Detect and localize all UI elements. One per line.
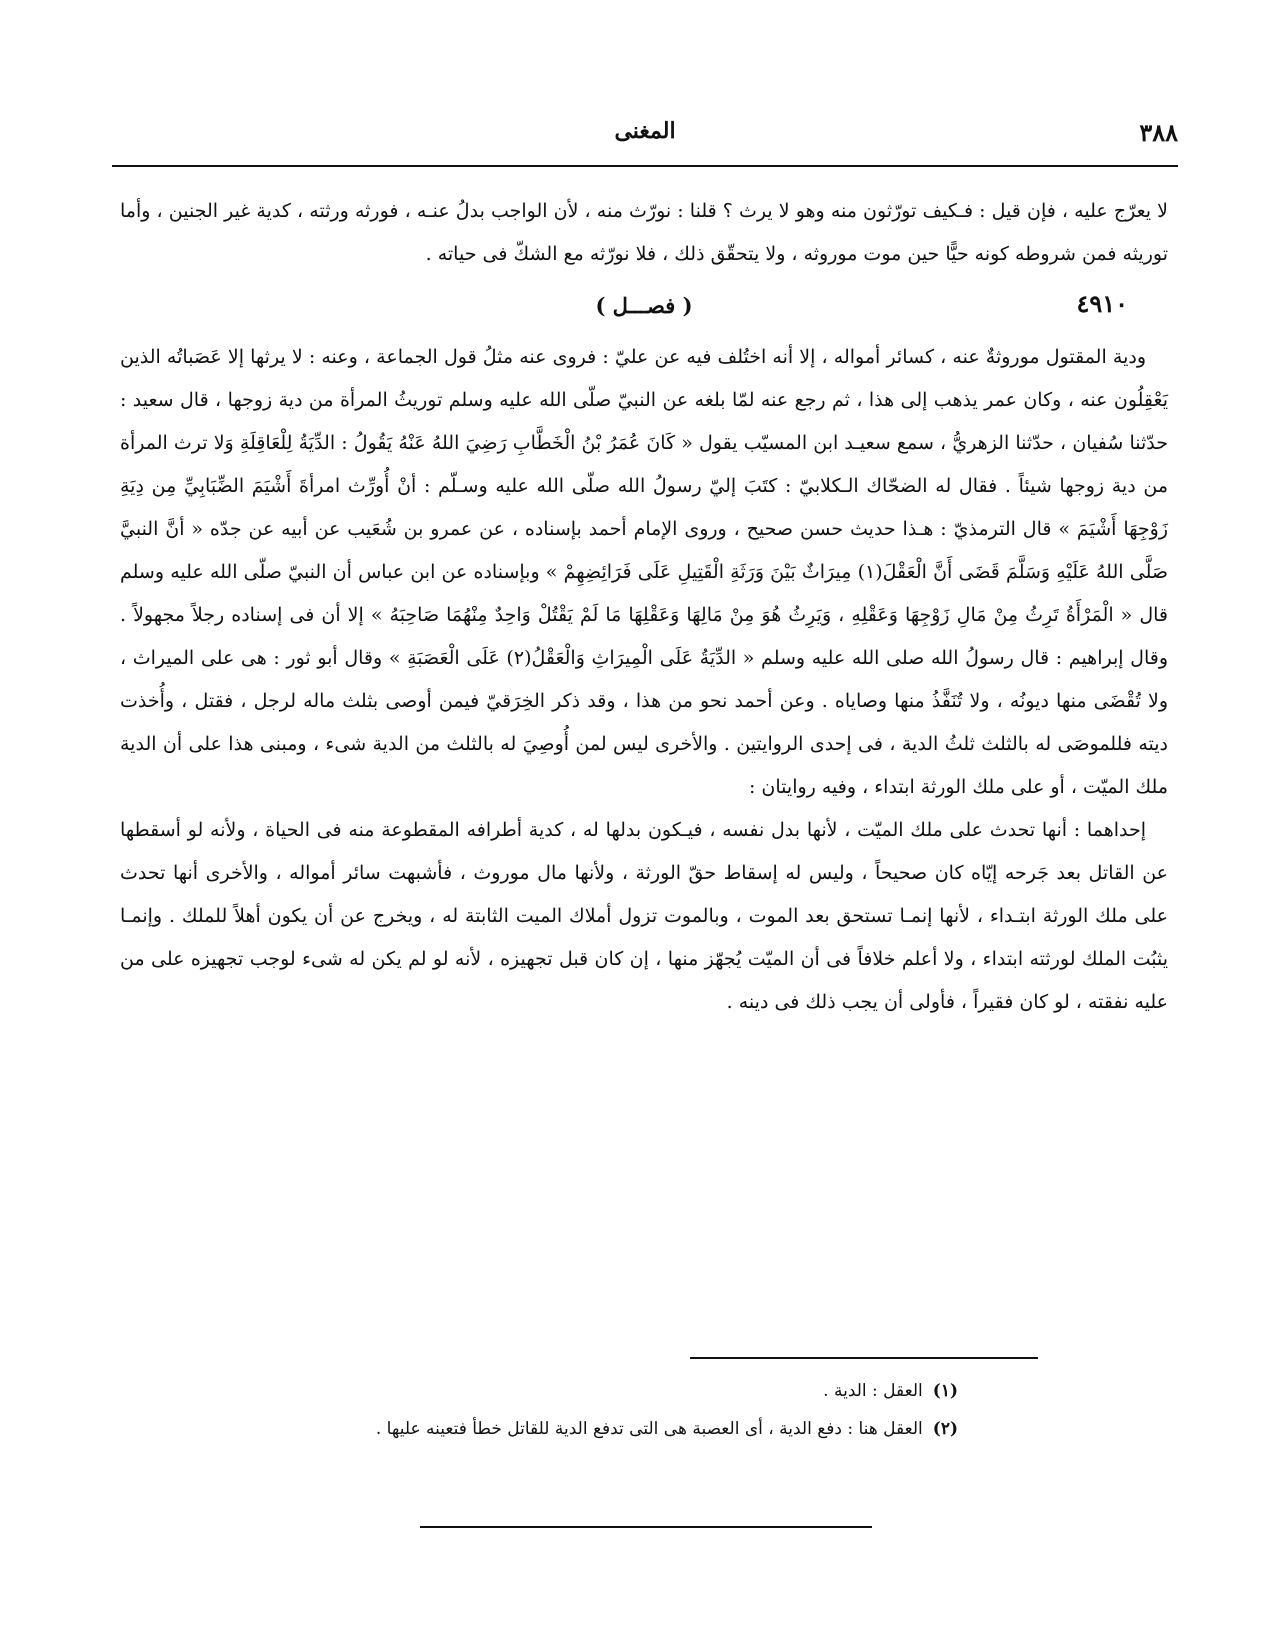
footnote-1 <box>120 1372 958 1410</box>
footnotes <box>120 1372 958 1448</box>
section-number: ٤٩١٠ <box>1076 289 1128 318</box>
main-text <box>120 190 1168 1024</box>
bottom-rule <box>420 1526 872 1528</box>
page-header <box>112 118 1178 158</box>
paragraph-3: إحداهما : أنها تحدث على ملك الميّت ، لأنها بدل نفسه ، فيـكون بدلها له ، كدية أطرافه المقطوعة منه فى الحياة ، ولأنه لو أسقطها عن القاتل بعد جَرحه إيّاه كان صحيحاً ، وليس له إسقاط حقّ الورثة ، ولأنها مال موروث ، فأشبهت سائر أمواله ، والأخرى أنها تحدث على ملك الورثة ابتـداء ، لأنها إنمـا تستحق بعد الموت ، وبالموت تزول أملاك الميت الثابتة له ، ويخرج عن أن يكون أهلاً للملك . وإنمـا يثبُت الملك لورثته ابتداء ، ولا أعلم خلافاً فى أن الميّت يُجهّز منها ، إن كان قبل تجهيزه ، لأنه لو لم يكن له شىء لوجب تجهيزه على من عليه نفقته ، لو كان فقيراً ، فأولى أن يجب ذلك فى دينه . <box>120 819 1168 1013</box>
header-rule <box>112 165 1178 167</box>
footnote-rule <box>690 1357 1038 1359</box>
running-title: المغنى <box>614 118 676 144</box>
footnote-number: (١) <box>932 1381 958 1401</box>
footnote-text: العقل : الدية . <box>823 1381 923 1401</box>
paragraph-2: ودية المقتول موروثةٌ عنه ، كسائر أمواله ، إلا أنه اختُلف فيه عن عليّ : فروى عنه مثلُ قول الجماعة ، وعنه : لا يرثها إلا عَصَباتُه الذين يَعْقِلُون عنه ، وكان عمر يذهب إلى هذا ، ثم رجع عنه لمّا بلغه عن النبيّ صلّى الله عليه وسلم توريثُ المرأة من دية زوجها ، قال سعيد : حدّثنا سُفيان ، حدّثنا الزهريُّ ، سمع سعيـد ابن المسيّب يقول « كَانَ عُمَرُ بْنُ الْخَطَّابِ رَضِيَ اللهُ عَنْهُ يَقُولُ : الدِّيَةُ لِلْعَاقِلَةِ وَلا ترث المرأة من دية زوجها شيئاً . فقال له الضحّاك الـكلابيّ : كتَبَ إليّ رسولُ الله صلّى الله عليه وسـلّم : أنْ أُورِّث امرأةَ أَشْيَمَ الضِّبَابِيِّ مِن دِيَةِ زَوْجِهَا أَشْيَمَ » قال الترمذيّ : هـذا حديث حسن صحيح ، وروى الإمام أحمد بإسناده ، عن عمرو بن شُعَيب عن أبيه عن جدّه « أنَّ النبيَّ صَلَّى اللهُ عَلَيْهِ وَسَلَّمَ قَضَى أَنَّ الْعَقْلَ(١) مِيرَاثٌ بَيْنَ وَرَثَةِ الْقَتِيلِ عَلَى فَرَائِضِهِمْ » وبإسناده عن ابن عباس أن النبيّ صلّى الله عليه وسلم قال « الْمَرْأَةُ تَرِثُ مِنْ مَالِ زَوْجِهَا وَعَقْلِهِ ، وَيَرِثُ هُوَ مِنْ مَالِهَا وَعَقْلِهَا مَا لَمْ يَقْتُلْ وَاحِدٌ مِنْهُمَا صَاحِبَهُ » إلا أن فى إسناده رجلاً مجهولاً . وقال إبراهيم : قال رسولُ الله صلى الله عليه وسلم « الدِّيَةُ عَلَى الْمِيرَاثِ وَالْعَقْلُ(٢) عَلَى الْعَصَبَةِ » وقال أبو ثور : هى على الميراث ، ولا تُقْضَى منها ديونُه ، ولا تُنَفَّذُ منها وصاياه . وعن أحمد نحو من هذا ، وقد ذكر الخِرَقيّ فيمن أوصى بثلث ماله لرجل ، فقتل ، وأُخذت ديته فللموصَى له بالثلث ثلثُ الدية ، فى إحدى الروايتين . والأخرى ليس لمن أُوصِيَ له بالثلث من الدية شىء ، ومبنى هذا على أن الدية ملك الميّت ، أو على ملك الورثة ابتداء ، وفيه روايتان : <box>120 346 1168 798</box>
section-title: ( فصـــل ) <box>595 293 693 318</box>
footnote-text: العقل هنا : دفع الدية ، أى العصبة هى التى تدفع الدية للقاتل خطأ فتعينه عليها . <box>375 1419 923 1439</box>
paragraph-1: لا يعرّج عليه ، فإن قيل : فـكيف تورّثون منه وهو لا يرث ؟ قلنا : نورّث منه ، لأن الواجب بدلُ عنـه ، فورثه ورثته ، كدية غير الجنين ، وأما توريثه فمن شروطه كونه حيًّا حين موت موروثه ، ولا يتحقّق ذلك ، فلا نورّثه مع الشكّ فى حياته . <box>120 200 1168 265</box>
page-number: ٣٨٨ <box>1139 118 1178 147</box>
footnote-number: (٢) <box>932 1419 958 1439</box>
footnote-2 <box>120 1410 958 1448</box>
section-heading <box>120 282 1168 330</box>
